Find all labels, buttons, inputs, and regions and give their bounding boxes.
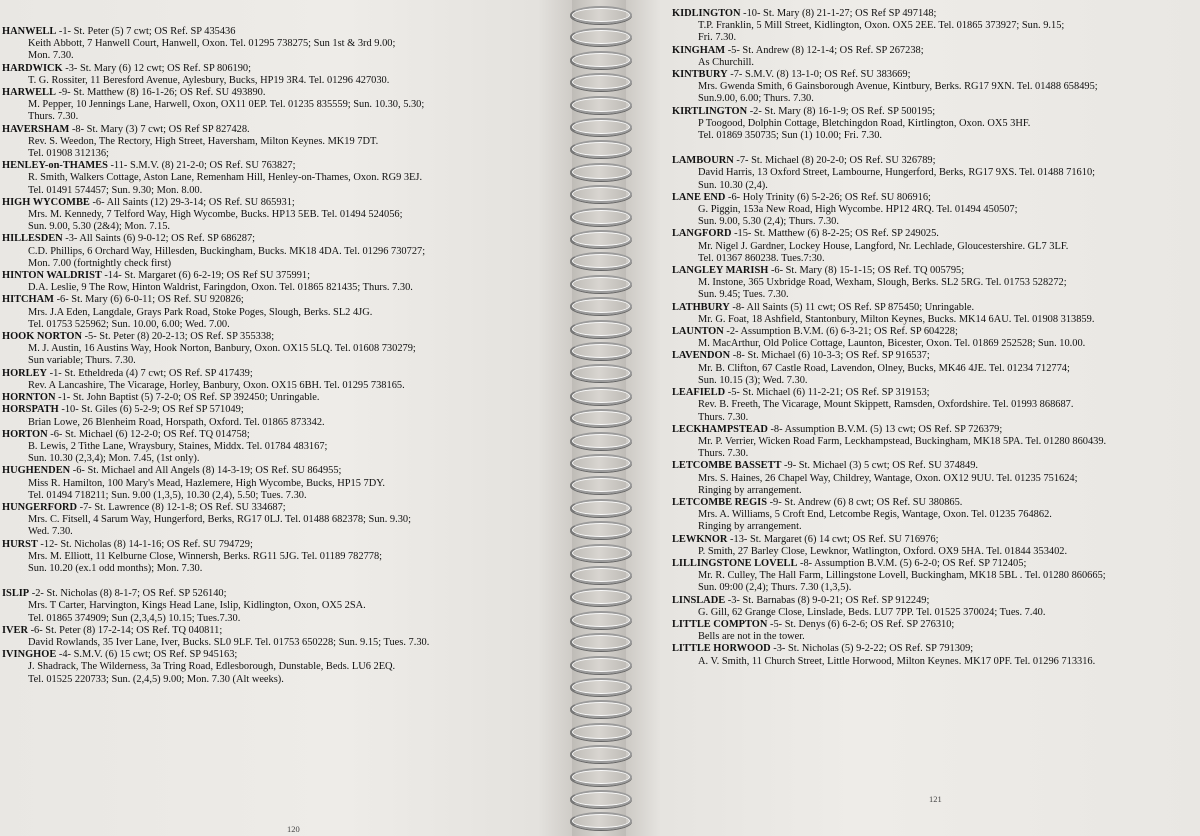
tower-details: -9- St. Andrew (6) 8 cwt; OS Ref. SU 380865.: [769, 496, 963, 508]
spiral-ring: [570, 96, 632, 114]
entry-heading: [2, 294, 568, 306]
contact-line: Wed. 7.30.: [28, 526, 73, 538]
contact-line: Tel. 01908 312136;: [28, 148, 109, 160]
tower-entry: [2, 465, 568, 502]
spiral-ring: [570, 745, 632, 763]
entry-heading: [672, 534, 1192, 546]
contact-line: P. Smith, 27 Barley Close, Lewknor, Watlington, Oxford. OX9 5HA. Tel. 01844 353402.: [698, 545, 1068, 557]
tower-entry: [2, 26, 568, 63]
contact-line: Mrs. J.A Eden, Langdale, Grays Park Road, Stoke Poges, Slough, Berks. SL2 4JG.: [28, 306, 373, 318]
spiral-ring: [570, 320, 632, 338]
tower-entry: [672, 106, 1192, 143]
contact-line: G. Gill, 62 Grange Close, Linslade, Beds. LU7 7PP. Tel. 01525 370024; Tues. 7.40.: [698, 606, 1046, 618]
tower-entry: [672, 558, 1192, 595]
entry-heading: [672, 387, 1192, 399]
tower-name: ISLIP: [2, 588, 30, 600]
tower-name: HORSPATH: [2, 404, 59, 416]
entry-heading: [672, 497, 1192, 509]
left-page: [0, 0, 572, 836]
tower-details: -5- St. Peter (8) 20-2-13; OS Ref. SP 355338;: [84, 331, 275, 343]
tower-details: -12- St. Nicholas (8) 14-1-16; OS Ref. SU 794729;: [40, 538, 253, 550]
contact-line: Mon. 7.30.: [28, 50, 74, 62]
contact-line: Thurs. 7.30.: [698, 411, 749, 423]
entry-heading: [2, 124, 568, 136]
contact-line: Sun variable; Thurs. 7.30.: [28, 355, 136, 367]
contact-line: Tel. 01494 718211; Sun. 9.00 (1,3,5), 10.30 (2,4), 5.50; Tues. 7.30.: [28, 489, 307, 501]
spiral-ring: [570, 163, 632, 181]
contact-line: M. Pepper, 10 Jennings Lane, Harwell, Oxon, OX11 0EP. Tel. 01235 835559; Sun. 10.30, 5.30;: [28, 99, 425, 111]
contact-line: Tel. 01525 220733; Sun. (2,4,5) 9.00; Mon. 7.30 (Alt weeks).: [28, 673, 284, 685]
spiral-ring: [570, 364, 632, 382]
tower-name: HUNGERFORD: [2, 501, 78, 513]
tower-details: -5- St. Denys (6) 6-2-6; OS Ref. SP 276310;: [769, 618, 955, 630]
tower-name: LATHBURY: [672, 301, 730, 313]
tower-entry: [2, 63, 568, 87]
tower-name: HORLEY: [2, 367, 48, 379]
entry-heading: [672, 460, 1192, 472]
contact-line: Mr. Nigel J. Gardner, Lockey House, Langford, Nr. Lechlade, Gloucestershire. GL7 3LF.: [698, 240, 1069, 252]
tower-name: IVER: [2, 624, 28, 636]
spiral-ring: [570, 208, 632, 226]
contact-line: Tel. 01869 350735; Sun (1) 10.00; Fri. 7.30.: [698, 130, 882, 142]
entry-heading: [2, 392, 568, 404]
contact-line: P Toogood, Dolphin Cottage, Bletchingdon Road, Kirtlington, Oxon. OX5 3HF.: [698, 117, 1031, 129]
tower-name: LECKHAMPSTEAD: [672, 423, 768, 435]
entry-heading: [2, 625, 568, 637]
entry-heading: [672, 619, 1192, 631]
entry-heading: [2, 404, 568, 416]
contact-line: A. V. Smith, 11 Church Street, Little Horwood, Milton Keynes. MK17 0PF. Tel. 01296 713316.: [698, 655, 1096, 667]
contact-line: Mr. G. Foat, 18 Ashfield, Stantonbury, Milton Keynes, Bucks. MK14 6AU. Tel. 01908 313859.: [698, 313, 1095, 325]
entry-heading: [2, 331, 568, 343]
contact-line: Sun. 9.00, 5.30 (2,4); Thurs. 7.30.: [698, 216, 839, 228]
tower-name: HUGHENDEN: [2, 465, 71, 477]
tower-name: HOOK NORTON: [2, 331, 82, 343]
contact-line: Mr. R. Culley, The Hall Farm, Lillingstone Lovell, Buckingham, MK18 5BL . Tel. 01280 860665;: [698, 570, 1106, 582]
tower-details: -8- Assumption B.V.M. (5) 6-2-0; OS Ref. SP 712405;: [800, 557, 1027, 569]
contact-line: C.D. Phillips, 6 Orchard Way, Hillesden, Buckingham, Bucks. MK18 4DA. Tel. 01296 730727;: [28, 245, 426, 257]
contact-line: Mrs. M. Elliott, 11 Kelburne Close, Winnersh, Berks. RG11 5JG. Tel. 01189 782778;: [28, 550, 383, 562]
entry-heading: [672, 302, 1192, 314]
tower-entry: [2, 331, 568, 368]
tower-name: HARWELL: [2, 87, 56, 99]
contact-line: Ringing by arrangement.: [698, 521, 802, 533]
tower-entry: [2, 197, 568, 234]
tower-details: -11- S.M.V. (8) 21-2-0; OS Ref. SU 763827;: [110, 160, 296, 172]
spiral-ring: [570, 588, 632, 606]
tower-entry: [2, 124, 568, 161]
contact-line: M. J. Austin, 16 Austins Way, Hook Norton, Banbury, Oxon. OX15 5LQ. Tel. 01608 730279;: [28, 343, 416, 355]
tower-entry: [672, 69, 1192, 106]
contact-line: Fri. 7.30.: [698, 32, 737, 44]
entry-heading: [672, 8, 1192, 20]
tower-entry: [2, 392, 568, 404]
contact-line: Sun. 10.20 (ex.1 odd months); Mon. 7.30.: [28, 562, 203, 574]
tower-details: -6- St. Michael (6) 12-2-0; OS Ref. TQ 014758;: [50, 428, 250, 440]
tower-entry: [672, 497, 1192, 534]
tower-name: KIDLINGTON: [672, 8, 741, 19]
contact-line: Mr. B. Clifton, 67 Castle Road, Lavendon, Olney, Bucks, MK46 4JE. Tel. 01234 712774;: [698, 362, 1070, 374]
contact-line: Sun. 10.30 (2,4).: [698, 179, 768, 191]
spiral-ring: [570, 544, 632, 562]
tower-name: LITTLE HORWOOD: [672, 643, 771, 655]
tower-details: -6- St. Peter (8) 17-2-14; OS Ref. TQ 040811;: [30, 624, 223, 636]
tower-name: LINSLADE: [672, 594, 726, 606]
entry-heading: [672, 326, 1192, 338]
entry-heading: [2, 588, 568, 600]
entry-heading: [2, 87, 568, 99]
tower-details: -3- St. Barnabas (8) 9-0-21; OS Ref. SP 912249;: [727, 594, 930, 606]
entry-heading: [2, 63, 568, 75]
entry-heading: [672, 228, 1192, 240]
contact-line: Sun. 09:00 (2,4); Thurs. 7.30 (1,3,5).: [698, 582, 852, 594]
entry-heading: [2, 233, 568, 245]
spiral-ring: [570, 790, 632, 808]
tower-name: LANGFORD: [672, 228, 732, 240]
tower-name: HORTON: [2, 428, 48, 440]
tower-details: -8- All Saints (5) 11 cwt; OS Ref. SP 875450; Unringable.: [732, 301, 975, 313]
tower-details: -1- St. Etheldreda (4) 7 cwt; OS Ref. SP 417439;: [49, 367, 253, 379]
left-page-entries: [2, 26, 568, 686]
tower-name: LAVENDON: [672, 350, 731, 362]
tower-details: -15- St. Matthew (6) 8-2-25; OS Ref. SP 249025.: [734, 228, 939, 240]
tower-entry: [672, 643, 1192, 667]
spiral-ring: [570, 6, 632, 24]
entry-heading: [672, 45, 1192, 57]
contact-line: Tel. 01865 374909; Sun (2,3,4,5) 10.15; Tues.7.30.: [28, 612, 241, 624]
spiral-ring: [570, 252, 632, 270]
contact-line: Tel. 01367 860238. Tues.7:30.: [698, 252, 825, 264]
contact-line: Mr. P. Verrier, Wicken Road Farm, Leckhampstead, Buckingham, MK18 5PA. Tel. 01280 860439.: [698, 435, 1107, 447]
contact-line: Sun.9.00, 6.00; Thurs. 7.30.: [698, 93, 814, 105]
entry-heading: [672, 265, 1192, 277]
entry-heading: [672, 558, 1192, 570]
tower-details: -1- St. John Baptist (5) 7-2-0; OS Ref. SP 392450; Unringable.: [58, 392, 320, 404]
tower-name: HORNTON: [2, 392, 56, 404]
tower-name: HURST: [2, 538, 38, 550]
contact-line: Mrs. M. Kennedy, 7 Telford Way, High Wycombe, Bucks. HP13 5EB. Tel. 01494 524056;: [28, 209, 403, 221]
contact-line: Rev. S. Weedon, The Rectory, High Street, Haversham, Milton Keynes. MK19 7DT.: [28, 135, 379, 147]
entry-heading: [2, 649, 568, 661]
tower-name: KINGHAM: [672, 44, 726, 56]
spiral-ring: [570, 73, 632, 91]
right-page: [626, 0, 1200, 836]
spiral-ring: [570, 432, 632, 450]
tower-entry: [672, 534, 1192, 558]
tower-name: LAMBOURN: [672, 155, 734, 167]
tower-entry: [672, 424, 1192, 461]
spiral-ring: [570, 499, 632, 517]
tower-details: -6- St. Michael and All Angels (8) 14-3-19; OS Ref. SU 864955;: [72, 465, 342, 477]
tower-name: LANE END: [672, 191, 726, 203]
contact-line: Sun. 9.00, 5.30 (2&4); Mon. 7.15.: [28, 221, 171, 233]
right-page-number: 121: [929, 794, 942, 804]
spiral-ring: [570, 812, 632, 830]
tower-details: -2- Assumption B.V.M. (6) 6-3-21; OS Ref. SP 604228;: [726, 326, 958, 338]
tower-entry: [672, 192, 1192, 229]
tower-details: -3- St. Nicholas (5) 9-2-22; OS Ref. SP 791309;: [773, 643, 974, 655]
entry-heading: [672, 595, 1192, 607]
tower-name: LEWKNOR: [672, 533, 728, 545]
tower-name: HITCHAM: [2, 294, 54, 306]
spiral-ring: [570, 611, 632, 629]
contact-line: M. Instone, 365 Uxbridge Road, Wexham, Slough, Berks. SL2 5RG. Tel. 01753 528272;: [698, 277, 1067, 289]
tower-name: IVINGHOE: [2, 649, 57, 661]
tower-details: -5- St. Michael (6) 11-2-21; OS Ref. SP 319153;: [727, 387, 930, 399]
tower-details: -13- St. Margaret (6) 14 cwt; OS Ref. SU 716976;: [730, 533, 939, 545]
spiral-ring: [570, 185, 632, 203]
spiral-ring: [570, 768, 632, 786]
contact-line: As Churchill.: [698, 56, 754, 68]
tower-details: -2- St. Mary (8) 16-1-9; OS Ref. SP 500195;: [749, 105, 936, 117]
tower-entry: [2, 539, 568, 576]
contact-line: D.A. Leslie, 9 The Row, Hinton Waldrist, Faringdon, Oxon. Tel. 01865 821435; Thurs. 7.30.: [28, 282, 413, 294]
spiral-ring: [570, 700, 632, 718]
tower-entry: [2, 429, 568, 466]
tower-details: -2- St. Nicholas (8) 8-1-7; OS Ref. SP 526140;: [31, 588, 227, 600]
tower-details: -8- St. Michael (6) 10-3-3; OS Ref. SP 916537;: [732, 350, 930, 362]
tower-details: -14- St. Margaret (6) 6-2-19; OS Ref SU 375991;: [104, 270, 310, 282]
spiral-ring: [570, 454, 632, 472]
entry-heading: [2, 160, 568, 172]
tower-details: -3- St. Mary (6) 12 cwt; OS Ref. SP 806190;: [65, 62, 252, 74]
contact-line: Mrs. A. Williams, 5 Croft End, Letcombe Regis, Wantage, Oxon. Tel. 01235 764862.: [698, 509, 1052, 521]
entry-heading: [672, 106, 1192, 118]
tower-name: HENLEY-on-THAMES: [2, 160, 108, 172]
contact-line: Bells are not in the tower.: [698, 631, 805, 643]
tower-details: -1- St. Peter (5) 7 cwt; OS Ref. SP 435436: [58, 26, 236, 37]
tower-details: -5- St. Andrew (8) 12-1-4; OS Ref. SP 267238;: [727, 44, 924, 56]
tower-details: -6- St. Mary (8) 15-1-15; OS Ref. TQ 005795;: [770, 265, 965, 277]
tower-entry: [672, 302, 1192, 326]
spiral-ring: [570, 723, 632, 741]
tower-name: LILLINGSTONE LOVELL: [672, 557, 798, 569]
tower-entry: [2, 294, 568, 331]
tower-name: HIGH WYCOMBE: [2, 196, 90, 208]
contact-line: Keith Abbott, 7 Hanwell Court, Hanwell, Oxon. Tel. 01295 738275; Sun 1st & 3rd 9.00;: [28, 38, 396, 50]
tower-name: HAVERSHAM: [2, 123, 70, 135]
entry-heading: [2, 270, 568, 282]
tower-entry: [2, 87, 568, 124]
tower-entry: [2, 233, 568, 270]
contact-line: Mrs. C. Fitsell, 4 Sarum Way, Hungerford, Berks, RG17 0LJ. Tel. 01488 682378; Sun. 9.30;: [28, 514, 411, 526]
contact-line: G. Piggin, 153a New Road, High Wycombe. HP12 4RQ. Tel. 01494 450507;: [698, 204, 1018, 216]
spiral-ring: [570, 51, 632, 69]
tower-name: HINTON WALDRIST: [2, 270, 102, 282]
spiral-ring: [570, 118, 632, 136]
spiral-ring: [570, 140, 632, 158]
contact-line: Mon. 7.00 (fortnightly check first): [28, 257, 172, 269]
tower-entry: [2, 625, 568, 649]
section-spacer: [672, 142, 1192, 155]
tower-details: -6- Holy Trinity (6) 5-2-26; OS Ref. SU 806916;: [728, 191, 931, 203]
entry-heading: [672, 69, 1192, 81]
contact-line: Tel. 01491 574457; Sun. 9.30; Mon. 8.00.: [28, 184, 203, 196]
spiral-ring: [570, 678, 632, 696]
contact-line: Rev. B. Freeth, The Vicarage, Mount Skippett, Ramsden, Oxfordshire. Tel. 01993 868687.: [698, 399, 1074, 411]
right-page-entries: [672, 8, 1192, 668]
tower-name: LEAFIELD: [672, 387, 726, 399]
tower-details: -4- S.M.V. (6) 15 cwt; OS Ref. SP 945163;: [58, 649, 238, 661]
tower-name: LAUNTON: [672, 326, 724, 338]
tower-entry: [672, 595, 1192, 619]
contact-line: Sun. 9.45; Tues. 7.30.: [698, 289, 789, 301]
contact-line: Ringing by arrangement.: [698, 484, 802, 496]
tower-entry: [672, 155, 1192, 192]
tower-name: HANWELL: [2, 26, 57, 37]
contact-line: David Harris, 13 Oxford Street, Lambourne, Hungerford, Berks, RG17 9XS. Tel. 01488 71610;: [698, 167, 1096, 179]
tower-entry: [672, 387, 1192, 424]
tower-details: -7- St. Lawrence (8) 12-1-8; OS Ref. SU 334687;: [79, 501, 286, 513]
tower-entry: [2, 404, 568, 428]
entry-heading: [2, 539, 568, 551]
contact-line: Miss R. Hamilton, 100 Mary's Mead, Hazlemere, High Wycombe, Bucks, HP15 7DY.: [28, 477, 385, 489]
section-spacer: [2, 575, 568, 588]
entry-heading: [2, 429, 568, 441]
tower-details: -8- Assumption B.V.M. (5) 13 cwt; OS Ref. SP 726379;: [770, 423, 1003, 435]
spiral-ring: [570, 633, 632, 651]
contact-line: Sun. 10.15 (3); Wed. 7.30.: [698, 374, 808, 386]
contact-line: Tel. 01753 525962; Sun. 10.00, 6.00; Wed. 7.00.: [28, 318, 230, 330]
entry-heading: [672, 192, 1192, 204]
tower-name: LETCOMBE REGIS: [672, 496, 767, 508]
spiral-ring: [570, 656, 632, 674]
tower-details: -9- St. Michael (3) 5 cwt; OS Ref. SU 374849.: [784, 460, 978, 472]
tower-details: -6- All Saints (12) 29-3-14; OS Ref. SU 865931;: [92, 196, 295, 208]
contact-line: R. Smith, Walkers Cottage, Aston Lane, Remenham Hill, Henley-on-Thames, Oxon. RG9 3EJ.: [28, 172, 423, 184]
tower-name: HARDWICK: [2, 62, 63, 74]
tower-details: -7- S.M.V. (8) 13-1-0; OS Ref. SU 383669;: [730, 69, 911, 81]
entry-heading: [2, 197, 568, 209]
contact-line: T.P. Franklin, 5 Mill Street, Kidlington, Oxon. OX5 2EE. Tel. 01865 373927; Sun. 9.15;: [698, 20, 1065, 32]
spiral-ring: [570, 297, 632, 315]
tower-details: -10- St. Mary (8) 21-1-27; OS Ref SP 497148;: [743, 8, 937, 19]
entry-heading: [2, 465, 568, 477]
spiral-ring: [570, 28, 632, 46]
contact-line: Thurs. 7.30.: [28, 111, 79, 123]
contact-line: Brian Lowe, 26 Blenheim Road, Horspath, Oxford. Tel. 01865 873342.: [28, 416, 325, 428]
tower-name: KIRTLINGTON: [672, 105, 748, 117]
tower-entry: [672, 228, 1192, 265]
tower-entry: [672, 265, 1192, 302]
entry-heading: [2, 26, 568, 38]
tower-entry: [672, 350, 1192, 387]
contact-line: M. MacArthur, Old Police Cottage, Launton, Bicester, Oxon. Tel. 01869 252528; Sun. 10.00.: [698, 338, 1086, 350]
tower-entry: [672, 619, 1192, 643]
contact-line: Rev. A Lancashire, The Vicarage, Horley, Banbury, Oxon. OX15 6BH. Tel. 01295 738165.: [28, 379, 405, 391]
contact-line: Thurs. 7.30.: [698, 448, 749, 460]
contact-line: T. G. Rossiter, 11 Beresford Avenue, Aylesbury, Bucks, HP19 3R4. Tel. 01296 427030.: [28, 74, 390, 86]
tower-details: -3- All Saints (6) 9-0-12; OS Ref. SP 686287;: [65, 233, 256, 245]
tower-entry: [2, 368, 568, 392]
tower-entry: [2, 588, 568, 625]
spiral-ring: [570, 275, 632, 293]
tower-entry: [2, 270, 568, 294]
tower-details: -7- St. Michael (8) 20-2-0; OS Ref. SU 326789;: [736, 155, 936, 167]
tower-entry: [672, 326, 1192, 350]
entry-heading: [672, 643, 1192, 655]
tower-entry: [2, 160, 568, 197]
spiral-ring: [570, 566, 632, 584]
tower-details: -10- St. Giles (6) 5-2-9; OS Ref SP 571049;: [61, 404, 244, 416]
tower-name: KINTBURY: [672, 69, 728, 81]
contact-line: David Rowlands, 35 Iver Lane, Iver, Bucks. SL0 9LF. Tel. 01753 650228; Sun. 9.15; Tues. 7.30.: [28, 636, 430, 648]
tower-name: LETCOMBE BASSETT: [672, 460, 782, 472]
tower-entry: [672, 8, 1192, 45]
contact-line: Mrs. T Carter, Harvington, Kings Head Lane, Islip, Kidlington, Oxon, OX5 2SA.: [28, 600, 366, 612]
entry-heading: [2, 502, 568, 514]
tower-entry: [2, 649, 568, 686]
contact-line: Sun. 10.30 (2,3,4); Mon. 7.45, (1st only).: [28, 453, 200, 465]
spiral-ring: [570, 387, 632, 405]
tower-name: HILLESDEN: [2, 233, 63, 245]
tower-entry: [672, 45, 1192, 69]
contact-line: Mrs. Gwenda Smith, 6 Gainsborough Avenue, Kintbury, Berks. RG17 9XN. Tel. 01488 658495;: [698, 81, 1098, 93]
tower-details: -8- St. Mary (3) 7 cwt; OS Ref SP 827428.: [71, 123, 250, 135]
spiral-ring: [570, 521, 632, 539]
tower-details: -9- St. Matthew (8) 16-1-26; OS Ref. SU 493890.: [58, 87, 266, 99]
left-page-number: 120: [287, 824, 300, 834]
tower-details: -6- St. Mary (6) 6-0-11; OS Ref. SU 920826;: [56, 294, 244, 306]
tower-name: LANGLEY MARISH: [672, 265, 769, 277]
spiral-ring: [570, 342, 632, 360]
tower-entry: [672, 460, 1192, 497]
tower-entry: [2, 502, 568, 539]
entry-heading: [672, 424, 1192, 436]
spiral-ring: [570, 476, 632, 494]
contact-line: B. Lewis, 2 Tithe Lane, Wraysbury, Staines, Middx. Tel. 01784 483167;: [28, 440, 328, 452]
spiral-binding: [566, 2, 632, 836]
entry-heading: [672, 350, 1192, 362]
contact-line: J. Shadrack, The Wilderness, 3a Tring Road, Edlesborough, Dunstable, Beds. LU6 2EQ.: [28, 661, 396, 673]
tower-name: LITTLE COMPTON: [672, 618, 768, 630]
entry-heading: [2, 368, 568, 380]
spiral-ring: [570, 230, 632, 248]
contact-line: Mrs. S. Haines, 26 Chapel Way, Childrey, Wantage, Oxon. OX12 9UU. Tel. 01235 751624;: [698, 472, 1078, 484]
entry-heading: [672, 155, 1192, 167]
spiral-ring: [570, 409, 632, 427]
